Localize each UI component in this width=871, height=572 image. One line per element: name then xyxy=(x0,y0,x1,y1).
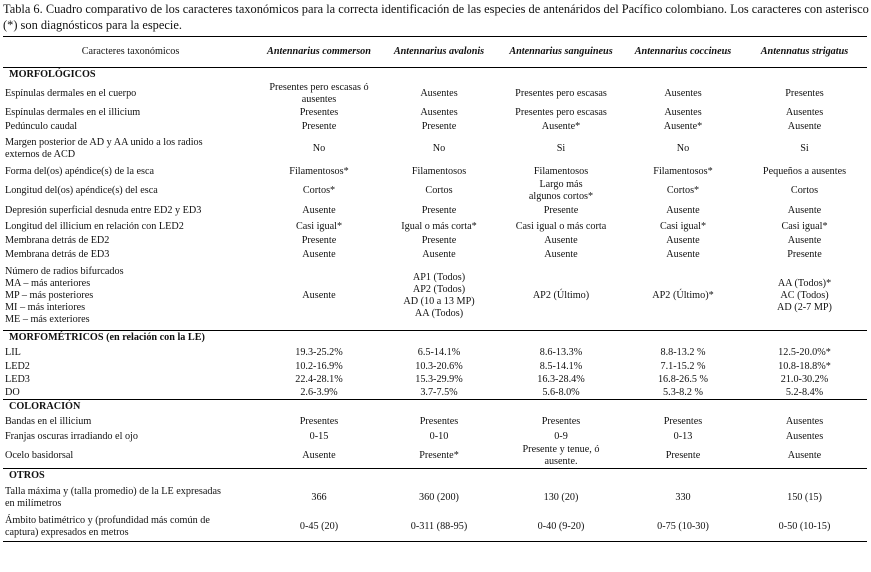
value-cell xyxy=(742,429,867,444)
value-line: Presentes xyxy=(785,88,824,99)
value-cell xyxy=(624,106,742,119)
table-row xyxy=(3,247,867,262)
label-line: MP – más posteriores xyxy=(5,290,94,301)
label-line: Pedúnculo caudal xyxy=(5,120,78,132)
value-line: 0-50 (10-15) xyxy=(778,520,831,532)
value-line: Casi igual* xyxy=(295,220,343,232)
value-line: 15.3-29.9% xyxy=(415,373,463,385)
value-line: Casi igual o más corta xyxy=(515,220,607,232)
value-line: Ausentes xyxy=(785,415,824,427)
value-cell xyxy=(380,512,498,542)
value-line: 6.5-14.1% xyxy=(417,346,461,358)
value-cell xyxy=(380,106,498,119)
value-line: algunos cortos* xyxy=(528,191,594,202)
table-row xyxy=(3,429,867,444)
value-cell xyxy=(258,345,380,360)
label-line: MI – más interiores xyxy=(5,302,86,313)
value-line: Filamentosos xyxy=(533,165,589,177)
value-cell xyxy=(742,512,867,542)
value-cell xyxy=(258,429,380,444)
value-cell xyxy=(380,360,498,373)
section-heading-row xyxy=(3,469,867,484)
value-cell xyxy=(624,219,742,234)
value-cell xyxy=(498,373,624,386)
label-line: MA – más anteriores xyxy=(5,278,91,289)
table-row xyxy=(3,512,867,542)
value-line: Presente xyxy=(421,234,457,246)
value-cell xyxy=(258,386,380,400)
value-line: Ausente xyxy=(422,248,456,260)
value-line: AP2 (Todos) xyxy=(412,284,466,295)
label-line: Longitud del illicium en relación con LED2 xyxy=(5,220,184,232)
value-line: 10.3-20.6% xyxy=(415,360,463,372)
value-cell xyxy=(258,179,380,203)
value-line: Cortos xyxy=(425,185,453,196)
value-cell xyxy=(380,386,498,400)
value-line: Presentes pero escasas xyxy=(515,88,607,99)
value-line: 5.6-8.0% xyxy=(542,386,580,398)
value-cell xyxy=(742,373,867,386)
table-row xyxy=(3,444,867,469)
value-cell xyxy=(380,203,498,219)
value-line: Ausentes xyxy=(420,106,458,118)
value-line: Ausente xyxy=(302,205,336,216)
value-line: ausente. xyxy=(544,456,578,467)
label-line: ME – más exteriores xyxy=(5,314,90,325)
value-line: Ausentes xyxy=(785,106,824,118)
value-line: Ausente xyxy=(544,234,578,246)
label-line: Espínulas dermales en el illicium xyxy=(5,106,141,118)
value-cell xyxy=(258,106,380,119)
value-line: Ausente xyxy=(787,120,822,132)
value-cell xyxy=(258,247,380,262)
value-cell xyxy=(624,134,742,164)
header-species: Antennatus strigatus xyxy=(742,37,867,68)
value-cell xyxy=(498,106,624,119)
label-line: Ámbito batimétrico y (profundidad más común de xyxy=(5,514,210,526)
value-cell xyxy=(380,345,498,360)
label-line: captura) expresados en metros xyxy=(5,526,129,538)
character-label xyxy=(3,106,258,119)
value-line: Filamentosos* xyxy=(289,165,349,177)
value-cell xyxy=(742,234,867,247)
value-line: 0-15 xyxy=(309,430,329,442)
value-cell xyxy=(624,164,742,179)
value-cell xyxy=(258,444,380,469)
value-line: Presente xyxy=(665,450,701,461)
table-row xyxy=(3,373,867,386)
character-label xyxy=(3,444,258,469)
table-body xyxy=(3,68,867,542)
value-line: Ausente xyxy=(787,450,822,461)
label-line: Franjas oscuras irradiando el ojo xyxy=(5,430,138,442)
value-cell xyxy=(258,82,380,106)
value-line: 3.7-7.5% xyxy=(420,386,458,398)
value-cell xyxy=(742,82,867,106)
value-cell xyxy=(742,360,867,373)
value-cell xyxy=(258,360,380,373)
value-line: 360 (200) xyxy=(419,491,459,503)
table-row xyxy=(3,106,867,119)
value-cell xyxy=(742,414,867,429)
value-line: Filamentosos* xyxy=(653,165,713,177)
value-line: Ausente xyxy=(544,248,578,260)
value-line: 330 xyxy=(675,491,691,503)
value-cell xyxy=(258,414,380,429)
value-line: 8.6-13.3% xyxy=(539,346,583,358)
value-line: Ausente* xyxy=(663,120,703,132)
value-cell xyxy=(742,345,867,360)
value-line: Presentes pero escasas ó xyxy=(269,82,369,93)
label-line: en milímetros xyxy=(5,497,62,509)
value-line: 16.8-26.5 % xyxy=(657,373,709,385)
character-label xyxy=(3,386,258,400)
label-line: Depresión superficial desnuda entre ED2 y ED3 xyxy=(5,205,202,216)
value-cell xyxy=(258,373,380,386)
label-line: Margen posterior de AD y AA unido a los radios xyxy=(5,137,203,148)
section-heading-row xyxy=(3,400,867,415)
character-label xyxy=(3,219,258,234)
value-line: 130 (20) xyxy=(543,491,579,503)
value-line: 0-45 (20) xyxy=(299,520,339,532)
value-cell xyxy=(624,386,742,400)
value-line: 22.4-28.1% xyxy=(295,373,343,385)
value-cell xyxy=(624,512,742,542)
character-label xyxy=(3,234,258,247)
value-line: 0-311 (88-95) xyxy=(410,520,468,532)
character-label xyxy=(3,429,258,444)
value-cell xyxy=(380,219,498,234)
value-cell xyxy=(498,164,624,179)
value-line: Presente xyxy=(301,234,337,246)
value-line: Ausentes xyxy=(785,430,824,442)
value-line: AA (Todos) xyxy=(414,308,464,319)
value-cell xyxy=(742,203,867,219)
value-cell xyxy=(498,345,624,360)
value-cell xyxy=(498,247,624,262)
value-cell xyxy=(624,483,742,512)
label-line: Talla máxima y (talla promedio) de la LE expresadas xyxy=(5,485,221,497)
value-cell xyxy=(498,82,624,106)
label-line: Longitud del(os) apéndice(s) del esca xyxy=(5,185,158,196)
value-line: AA (Todos)* xyxy=(777,278,832,289)
value-line: Si xyxy=(800,143,809,154)
value-line: Ausente xyxy=(302,450,336,461)
value-line: 7.1-15.2 % xyxy=(660,360,706,372)
header-characters: Caracteres taxonómicos xyxy=(3,37,258,68)
value-line: Pequeños a ausentes xyxy=(762,165,847,177)
value-cell xyxy=(380,247,498,262)
value-line: 366 xyxy=(311,491,327,503)
character-label xyxy=(3,119,258,134)
value-line: Presentes xyxy=(541,415,581,427)
value-line: No xyxy=(676,143,690,154)
value-cell xyxy=(258,262,380,331)
table-row xyxy=(3,386,867,400)
header-row xyxy=(3,37,867,68)
label-line: Ocelo basidorsal xyxy=(5,450,74,461)
value-line: AD (10 a 13 MP) xyxy=(403,296,475,307)
value-cell xyxy=(498,219,624,234)
value-cell xyxy=(380,179,498,203)
label-line: Membrana detrás de ED2 xyxy=(5,234,110,246)
value-cell xyxy=(624,345,742,360)
value-cell xyxy=(624,429,742,444)
value-cell xyxy=(624,247,742,262)
value-line: 0-75 (10-30) xyxy=(657,520,709,532)
value-line: 0-10 xyxy=(429,430,449,442)
character-label xyxy=(3,512,258,542)
value-line: 0-9 xyxy=(554,430,568,442)
value-cell xyxy=(380,414,498,429)
value-cell xyxy=(258,134,380,164)
value-line: 0-40 (9-20) xyxy=(537,520,585,532)
character-label xyxy=(3,203,258,219)
value-cell xyxy=(742,134,867,164)
table-row xyxy=(3,219,867,234)
value-line: Presente xyxy=(421,205,457,216)
value-line: 10.2-16.9% xyxy=(295,360,343,372)
value-line: Ausente xyxy=(787,205,822,216)
value-line: 0-13 xyxy=(673,430,693,442)
value-cell xyxy=(742,119,867,134)
value-line: Presente xyxy=(543,205,579,216)
label-line: DO xyxy=(5,386,20,398)
value-line: 2.6-3.9% xyxy=(300,386,338,398)
value-line: Ausentes xyxy=(664,106,702,118)
character-label xyxy=(3,483,258,512)
table-row xyxy=(3,203,867,219)
value-cell xyxy=(624,360,742,373)
value-cell xyxy=(742,219,867,234)
value-line: 5.3-8.2 % xyxy=(663,386,703,398)
value-line: Ausente xyxy=(302,290,336,301)
value-cell xyxy=(742,444,867,469)
value-line: 21.0-30.2% xyxy=(780,373,829,385)
value-line: AP2 (Último) xyxy=(532,290,590,301)
table-row xyxy=(3,119,867,134)
value-line: Casi igual* xyxy=(781,220,828,232)
table-row xyxy=(3,414,867,429)
table-row xyxy=(3,262,867,331)
character-label xyxy=(3,134,258,164)
character-label xyxy=(3,262,258,331)
value-cell xyxy=(258,234,380,247)
value-line: Ausentes xyxy=(420,88,458,99)
value-cell xyxy=(380,444,498,469)
label-line: LIL xyxy=(5,346,21,358)
value-cell xyxy=(380,483,498,512)
value-cell xyxy=(498,414,624,429)
value-cell xyxy=(624,373,742,386)
value-line: No xyxy=(312,143,326,154)
value-line: Ausente* xyxy=(541,120,581,132)
value-cell xyxy=(498,134,624,164)
value-line: Presentes xyxy=(299,106,339,118)
table-row xyxy=(3,483,867,512)
value-cell xyxy=(498,203,624,219)
value-cell xyxy=(742,164,867,179)
value-cell xyxy=(380,429,498,444)
value-cell xyxy=(498,179,624,203)
value-line: Presente xyxy=(787,248,822,260)
value-cell xyxy=(380,82,498,106)
value-line: Ausente xyxy=(666,248,700,260)
value-line: 10.8-18.8%* xyxy=(778,360,831,372)
value-line: Presentes xyxy=(299,415,339,427)
section-title: COLORACIÓN xyxy=(3,400,867,415)
value-line: Cortos* xyxy=(666,185,700,196)
value-cell xyxy=(258,119,380,134)
value-cell xyxy=(380,234,498,247)
value-cell xyxy=(624,179,742,203)
value-line: Filamentosos xyxy=(411,165,467,177)
value-cell xyxy=(742,483,867,512)
value-cell xyxy=(498,429,624,444)
value-line: 5.2-8.4% xyxy=(785,386,824,398)
value-line: 8.5-14.1% xyxy=(539,360,583,372)
value-line: No xyxy=(432,143,446,154)
value-line: 19.3-25.2% xyxy=(295,346,343,358)
value-line: Presentes xyxy=(663,415,703,427)
value-cell xyxy=(498,119,624,134)
value-line: Presentes pero escasas xyxy=(515,106,607,118)
header-species: Antennarius commerson xyxy=(258,37,380,68)
value-line: Si xyxy=(556,143,566,154)
value-cell xyxy=(742,247,867,262)
character-label xyxy=(3,345,258,360)
value-line: Largo más xyxy=(539,179,583,190)
value-cell xyxy=(498,234,624,247)
label-line: LED3 xyxy=(5,373,30,385)
section-heading-row xyxy=(3,68,867,83)
value-line: AP1 (Todos) xyxy=(412,272,466,283)
table-row xyxy=(3,134,867,164)
value-line: Ausente xyxy=(787,234,822,246)
value-cell xyxy=(624,82,742,106)
value-cell xyxy=(624,414,742,429)
value-cell xyxy=(380,119,498,134)
section-heading-row xyxy=(3,331,867,346)
value-line: Cortos* xyxy=(302,185,336,196)
value-cell xyxy=(498,386,624,400)
value-cell xyxy=(624,203,742,219)
value-cell xyxy=(380,164,498,179)
label-line: Número de radios bifurcados xyxy=(5,266,124,277)
value-cell xyxy=(742,386,867,400)
label-line: Bandas en el illicium xyxy=(5,415,92,427)
value-cell xyxy=(624,262,742,331)
character-label xyxy=(3,414,258,429)
value-cell xyxy=(258,219,380,234)
header-species: Antennarius sanguineus xyxy=(498,37,624,68)
value-line: Ausente xyxy=(666,205,700,216)
character-label xyxy=(3,360,258,373)
value-line: Ausentes xyxy=(664,88,702,99)
value-line: Ausente xyxy=(302,248,336,260)
value-line: Ausente xyxy=(666,234,700,246)
value-cell xyxy=(380,262,498,331)
value-line: 16.3-28.4% xyxy=(537,373,585,385)
value-cell xyxy=(258,483,380,512)
value-cell xyxy=(498,262,624,331)
value-line: Presente y tenue, ó xyxy=(522,444,600,455)
value-cell xyxy=(624,234,742,247)
character-label xyxy=(3,373,258,386)
label-line: Forma del(os) apéndice(s) de la esca xyxy=(5,165,155,177)
value-cell xyxy=(742,179,867,203)
character-label xyxy=(3,247,258,262)
value-cell xyxy=(258,203,380,219)
header-species: Antennarius avalonis xyxy=(380,37,498,68)
table-row xyxy=(3,234,867,247)
character-label xyxy=(3,179,258,203)
table-row xyxy=(3,179,867,203)
value-line: 12.5-20.0%* xyxy=(778,346,831,358)
value-line: 8.8-13.2 % xyxy=(660,346,706,358)
value-line: Presentes xyxy=(419,415,459,427)
value-line: Presente xyxy=(421,120,457,132)
character-label xyxy=(3,164,258,179)
label-line: Membrana detrás de ED3 xyxy=(5,248,110,260)
header-species: Antennarius coccineus xyxy=(624,37,742,68)
value-cell xyxy=(624,119,742,134)
value-line: Cortos xyxy=(790,185,819,196)
value-line: Casi igual* xyxy=(659,220,707,232)
value-line: AP2 (Último)* xyxy=(652,290,714,301)
value-cell xyxy=(498,512,624,542)
value-line: ausentes xyxy=(301,94,337,105)
table-row xyxy=(3,82,867,106)
value-cell xyxy=(498,483,624,512)
value-cell xyxy=(624,444,742,469)
character-label xyxy=(3,82,258,106)
taxonomic-comparison-table xyxy=(3,36,867,542)
label-line: externos de ACD xyxy=(5,149,76,160)
table-row xyxy=(3,164,867,179)
value-cell xyxy=(498,360,624,373)
value-line: Presente* xyxy=(419,450,459,461)
table-row xyxy=(3,345,867,360)
table-caption: Tabla 6. Cuadro comparativo de los caracteres taxonómicos para la correcta identificación de las especies de antenáridos del Pacífico colombiano. Los caracteres con asterisco (*) son diagnósticos para la especie. xyxy=(3,2,869,32)
value-cell xyxy=(258,512,380,542)
label-line: Espínulas dermales en el cuerpo xyxy=(5,88,137,99)
value-line: 150 (15) xyxy=(787,491,822,503)
value-cell xyxy=(380,373,498,386)
value-cell xyxy=(258,164,380,179)
section-title: OTROS xyxy=(3,469,867,484)
value-cell xyxy=(742,262,867,331)
value-line: AD (2-7 MP) xyxy=(777,302,832,313)
value-line: Presente xyxy=(301,120,337,132)
section-title: MORFOLÓGICOS xyxy=(9,69,96,80)
section-title: MORFOMÉTRICOS (en relación con la LE) xyxy=(3,331,867,346)
table-row xyxy=(3,360,867,373)
label-line: LED2 xyxy=(5,360,30,372)
value-line: Igual o más corta* xyxy=(401,220,477,232)
value-cell xyxy=(498,444,624,469)
value-line: AC (Todos) xyxy=(780,290,829,301)
value-cell xyxy=(380,134,498,164)
value-cell xyxy=(742,106,867,119)
